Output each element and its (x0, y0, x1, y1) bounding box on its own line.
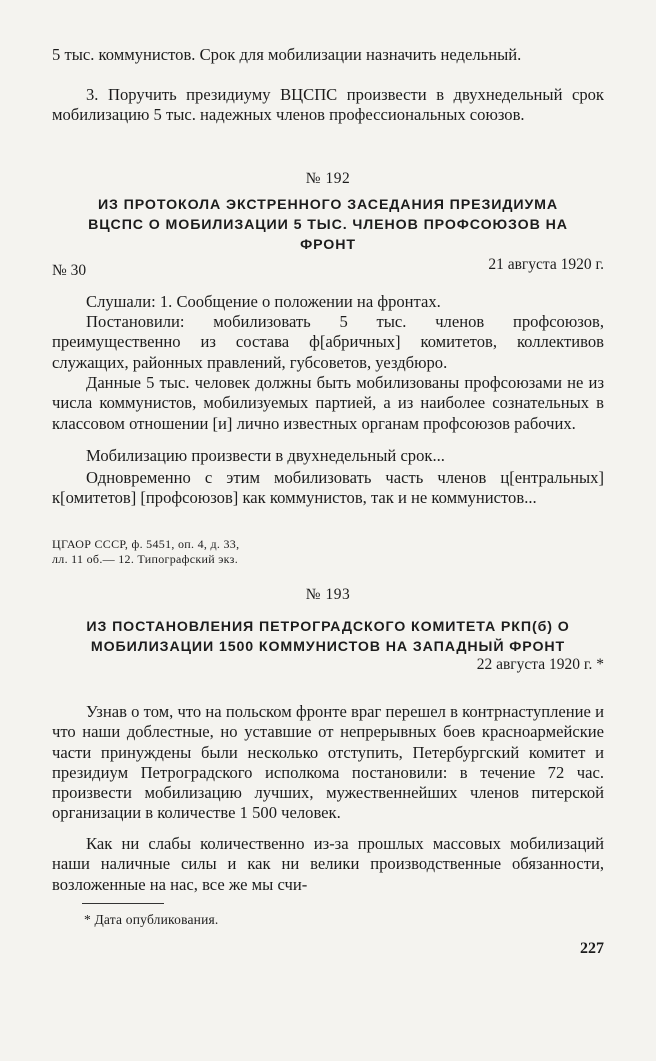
text-paragraph: Одновременно с этим мобилизовать часть членов ц[ентральных] к[омитетов] [профсоюзов] как коммунистов, так и не коммунистов... (52, 468, 604, 508)
archive-source-line: лл. 11 об.— 12. Типографский экз. (52, 552, 238, 566)
text-paragraph: Узнав о том, что на польском фронте враг перешел в контрнаступление и что наши доблестные, но уставшие от непрерывных боев красноармейские части принуждены были несколько отступить, Петербургский комитет и президиум Петроградского исполкома постановили: в течение 72 час. произвести мобилизацию лучших, мужественнейших членов питерской организации в количестве 1 500 человек. (52, 702, 604, 823)
text-paragraph: Мобилизацию произвести в двухнедельный срок... (86, 446, 445, 465)
document-number: № 192 (305, 170, 351, 187)
text-paragraph: Постановили: мобилизовать 5 тыс. членов профсоюзов, преимущественно из состава ф[абричных] комитетов, коллективов служащих, районных правлений, губсоветов, уездбюро. (52, 312, 604, 372)
page-number: 227 (580, 940, 604, 957)
document-date: 21 августа 1920 г. (488, 256, 604, 273)
text-paragraph: 3. Поручить президиуму ВЦСПС произвести в двухнедельный срок мобилизацию 5 тыс. надежных членов профессиональных союзов. (52, 85, 604, 125)
text-paragraph: Данные 5 тыс. человек должны быть мобилизованы профсоюзами не из числа коммунистов, мобилизуемых партией, а из наиболее сознательных в классовом отношении [и] лично известных органам профсоюзов рабочих. (52, 373, 604, 433)
protocol-number: № 30 (52, 262, 87, 279)
document-title: ИЗ ПРОТОКОЛА ЭКСТРЕННОГО ЗАСЕДАНИЯ ПРЕЗИДИУМА ВЦСПС О МОБИЛИЗАЦИИ 5 ТЫС. ЧЛЕНОВ ПРОФСОЮЗОВ НА ФРОНТ (88, 197, 568, 253)
archive-source (52, 537, 604, 567)
text-paragraph: Слушали: 1. Сообщение о положении на фронтах. (86, 292, 441, 311)
document-title: ИЗ ПОСТАНОВЛЕНИЯ ПЕТРОГРАДСКОГО КОМИТЕТА РКП(б) О МОБИЛИЗАЦИИ 1500 КОММУНИСТОВ НА ЗАПАДНЫЙ ФРОНТ (86, 619, 570, 655)
footnote: * Дата опубликования. (84, 912, 219, 927)
document-meta (52, 256, 604, 279)
text-paragraph: 5 тыс. коммунистов. Срок для мобилизации назначить недельный. (52, 45, 522, 64)
text-paragraph: Как ни слабы количественно из-за прошлых массовых мобилизаций наши наличные силы и как ни велики производственные обязанности, возложенные на нас, все же мы счи- (52, 834, 604, 894)
archive-source-line: ЦГАОР СССР, ф. 5451, оп. 4, д. 33, (52, 537, 240, 551)
document-number: № 193 (305, 586, 351, 603)
document-date: 22 августа 1920 г. * (476, 656, 604, 673)
footnote-divider (82, 903, 164, 904)
